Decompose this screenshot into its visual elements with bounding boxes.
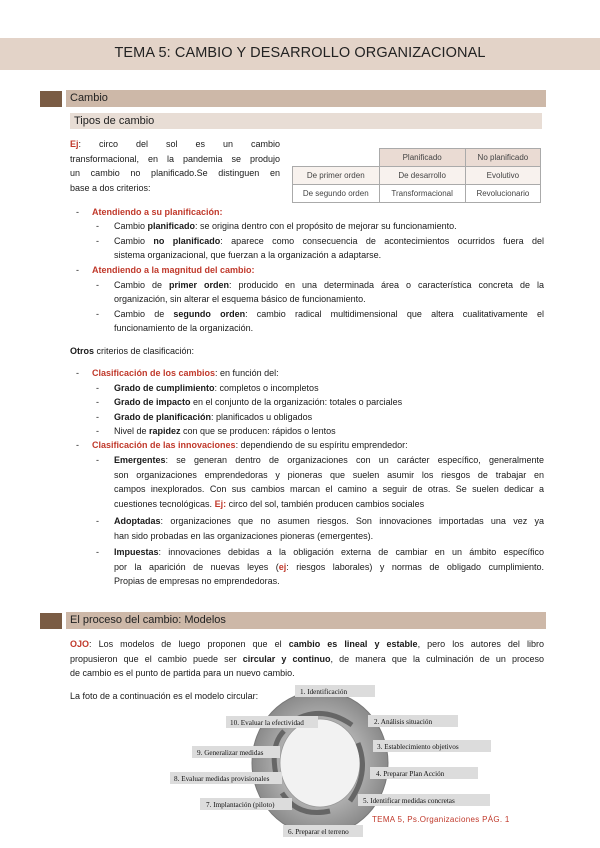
step-7: 7. Implantación (piloto) [206,801,275,809]
table-cell: Revolucionario [465,185,540,203]
table-cell: De primer orden [293,167,380,185]
step-10: 10. Evaluar la efectividad [230,719,304,727]
section-square-icon [40,613,62,629]
innovacion-emergentes: Emergentes: se generan dentro de organizaciones con un carácter específico, generalmente son organizaciones emprendedoras y pioneras que suelen asumir los riesgos de trabajar en campos inexplorados. Con sus cambios marcan el camino a seguir de otras. Se suelen dedicar a cuestiones tecnológicas. Ej: circo del sol, también producen cambios sociales [114,455,544,509]
intro-paragraph: Ej: circo del sol es un cambio transformacional, en la pandemia se produjo un cambio no planificado.Se distinguen en base a dos criterios: [70,139,280,193]
innovacion-impuestas: Impuestas: innovaciones debidas a la obligación externa de cambiar en un ámbito específico por la aparición de nuevas leyes (ej: riesgos laborales) y normas de obligado cumplimiento. Propias de empresas no emprendedoras. [114,547,545,586]
clasif-innovaciones-label: Clasificación de las innovaciones: dependiendo de su espíritu emprendedor: [92,440,408,450]
list-item: Grado de cumplimiento: completos o incompletos [114,383,319,393]
list-item-continuation: funcionamiento de la organización. [114,323,254,333]
section-heading-cambio: Cambio [66,90,546,107]
list-item: Cambio no planificado: aparece como consecuencia de acontecimientos ocurridos fuera del [114,236,544,246]
table-cell: De segundo orden [293,185,380,203]
list-item: Cambio de primer orden: producido en una determinada área o característica concreta de la [114,280,544,290]
list-item: Cambio planificado: se origina dentro con el propósito de mejorar su funcionamiento. [114,221,457,231]
otros-criterios: Otros criterios de clasificación: [70,346,195,356]
criteria-table [292,148,541,203]
innovacion-adoptadas: Adoptadas: organizaciones que no asumen riesgos. Son innovaciones importadas una vez ya han sido probadas en las organizaciones pioneras (emergentes). [114,516,544,541]
criterio-magnitud-label: Atendiendo a la magnitud del cambio: [92,265,255,275]
list-item-continuation: sistema organizacional, que fuerzan a la organización a adaptarse. [114,250,382,260]
step-2: 2. Análisis situación [374,718,433,726]
table-cell: De desarrollo [379,167,465,185]
list-item: Nivel de rapidez con que se producen: rápidos o lentos [114,426,336,436]
table-cell: Evolutivo [465,167,540,185]
table-header: Planificado [379,149,465,167]
list-item-continuation: organización, sin alterar el esquema básico de funcionamiento. [114,294,366,304]
table-header: No planificado [465,149,540,167]
step-8: 8. Evaluar medidas provisionales [174,775,270,783]
step-3: 3. Establecimiento objetivos [377,743,459,751]
foto-caption: La foto de a continuación es el modelo circular: [70,691,259,701]
criterio-planificacion-label: Atendiendo a su planificación: [92,207,223,217]
step-1: 1. Identificación [300,688,348,696]
header-band [0,38,600,70]
section-heading-proceso: El proceso del cambio: Modelos [66,612,546,629]
step-5: 5. Identificar medidas concretas [363,797,455,805]
step-6: 6. Preparar el terreno [288,828,349,836]
list-item: Grado de planificación: planificados u obligados [114,412,313,422]
step-4: 4. Preparar Plan Acción [376,770,445,778]
step-9: 9. Generalizar medidas [197,749,264,757]
list-item: Grado de impacto en el conjunto de la organización: totales o parciales [114,397,403,407]
page-footer: TEMA 5, Ps.Organizaciones PÁG. 1 [372,815,510,824]
subsection-heading-tipos: Tipos de cambio [70,113,542,129]
clasif-cambios-label: Clasificación de los cambios: en función del: [92,368,279,378]
list-item: Cambio de segundo orden: cambio radical multidimensional que altera cualitativamente el [114,309,544,319]
page-title: TEMA 5: CAMBIO Y DESARROLLO ORGANIZACIONAL [114,45,486,61]
table-cell: Transformacional [379,185,465,203]
section-square-icon [40,91,62,107]
proceso-paragraph: OJO: Los modelos de luego proponen que el cambio es lineal y estable, pero los autores del libro propusieron que el cambio puede ser circular y continuo, de manera que la culminación de un proceso de cambio es el punto de partida para un nuevo cambio. [70,639,544,678]
